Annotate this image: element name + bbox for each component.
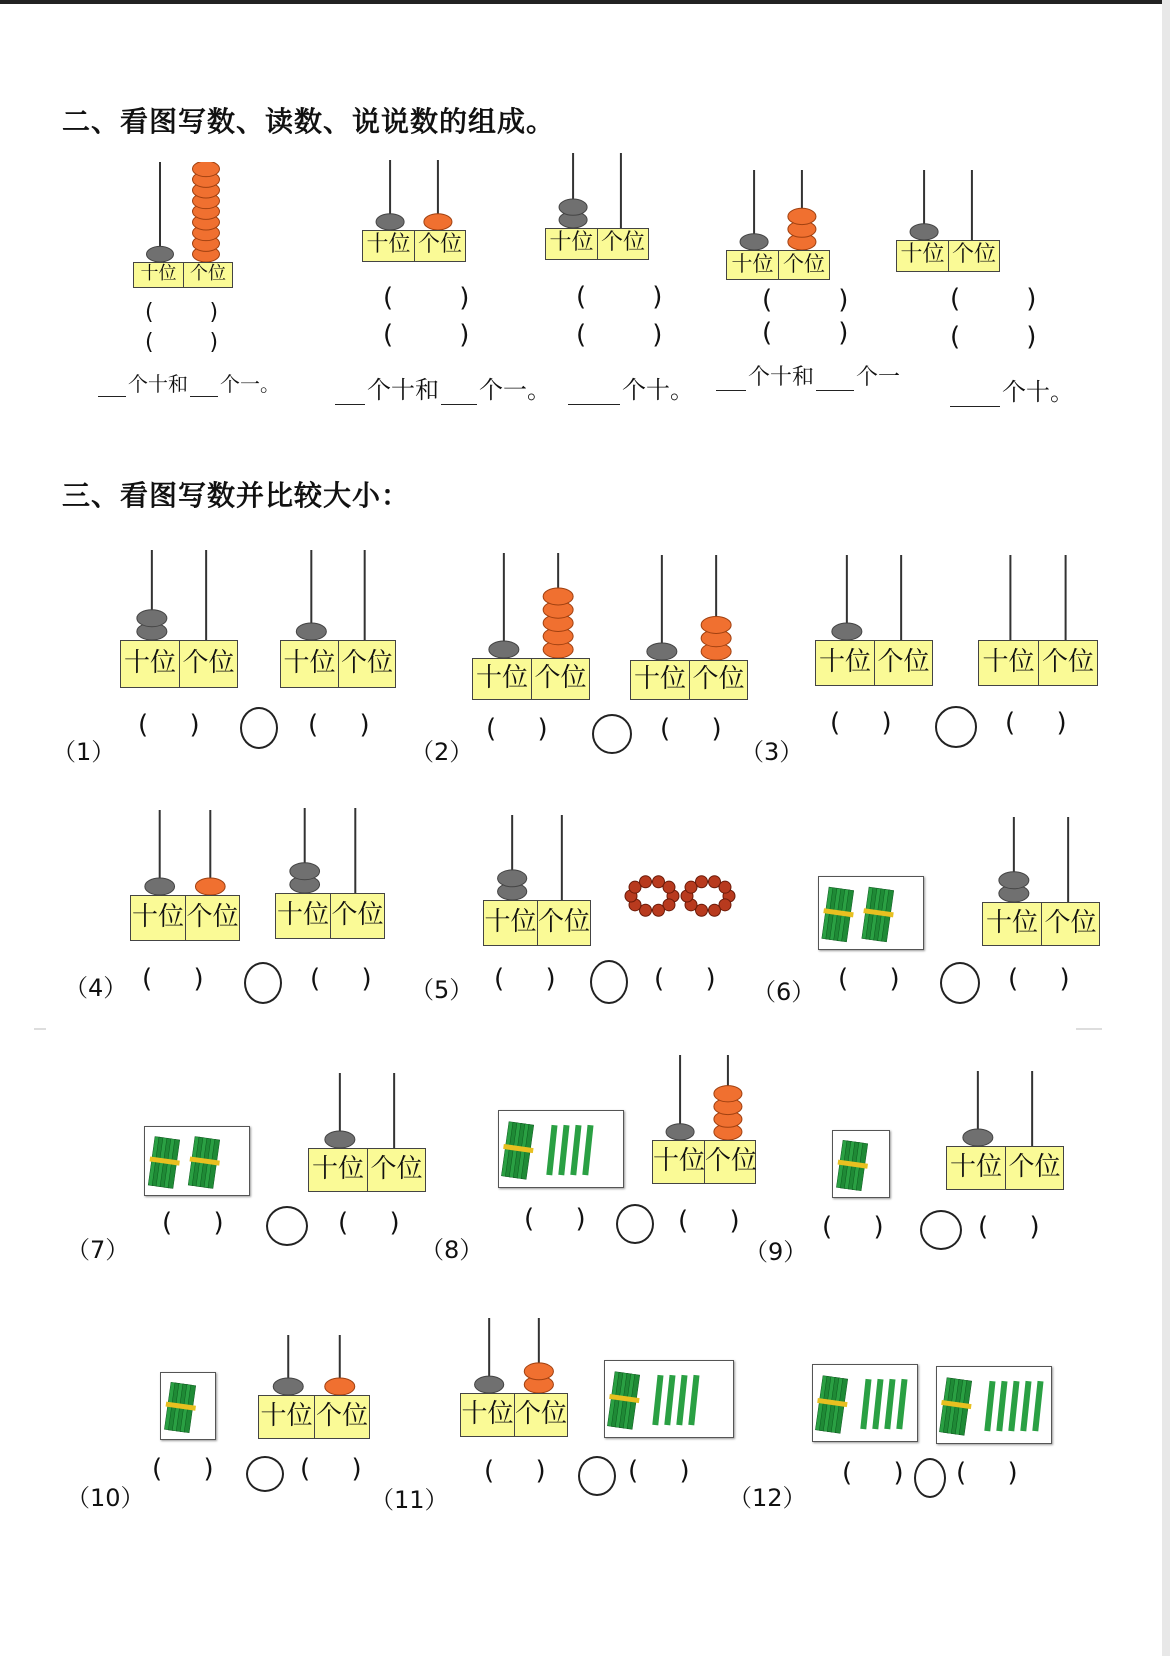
tens-bead [489,641,519,658]
answer-blank[interactable]: ( ) [576,282,663,312]
tens-bead [273,1378,303,1395]
place-value-label [120,640,238,688]
abacus [630,555,748,700]
answer-blank[interactable]: ( ) [678,1206,740,1236]
loose-stick [1032,1381,1043,1432]
question-number: （9） [744,1238,808,1266]
abacus-rods [280,550,396,640]
ring-bead [640,876,652,888]
question-number: （5） [410,976,474,1004]
stick-bundles-picture [160,1372,216,1440]
tens-bead [666,1124,694,1140]
place-value-label [982,902,1100,946]
place-value-label [896,240,1000,272]
place-value-label [472,658,590,700]
tens-label: 十位 [900,242,945,267]
loose-stick [860,1379,871,1430]
compare-circle[interactable] [578,1456,616,1496]
stick-bundle [813,1375,850,1433]
ones-label: 个位 [1041,903,1099,945]
tens-label: 十位 [818,647,871,677]
place-value-label [815,640,933,686]
tens-bead [498,870,527,887]
stick-bundles-picture [498,1110,624,1188]
answer-blank[interactable]: ( ) [300,1454,362,1484]
tens-bead [137,610,167,627]
compare-circle[interactable] [616,1204,654,1244]
ones-label: 个位 [414,231,465,261]
composition-fill[interactable]: 个十和 个一 [714,360,900,391]
compare-circle[interactable] [240,707,278,749]
abacus [308,1073,426,1192]
answer-blank[interactable]: ( ) [576,320,663,350]
ones-label: 个位 [1005,1147,1063,1189]
tens-label: 十位 [731,251,774,276]
ones-bead [543,588,573,605]
abacus [472,553,590,700]
answer-blank[interactable]: ( ) [978,1212,1040,1242]
tens-label: 十位 [949,1152,1002,1182]
tens-bead [475,1376,504,1393]
question-number: （12） [728,1484,807,1512]
answer-blank[interactable]: ( ) [486,714,548,744]
answer-blank[interactable]: ( ) [145,330,219,355]
stick-bundle [605,1371,642,1429]
compare-circle[interactable] [246,1456,284,1492]
compare-circle[interactable] [590,960,628,1004]
ones-label: 个位 [778,251,829,279]
ones-label: 个位 [338,641,395,687]
abacus [362,160,466,262]
answer-blank[interactable]: ( ) [838,964,900,994]
answer-blank[interactable]: ( ) [494,964,556,994]
answer-blank[interactable]: ( ) [308,710,370,740]
abacus-rods [726,170,830,250]
abacus-rods [896,170,1000,240]
tens-bead [910,224,938,240]
tens-bead [832,623,862,640]
loose-stick [984,1381,995,1432]
loose-stick [1020,1381,1031,1432]
abacus [978,555,1098,686]
tens-label: 十位 [633,664,686,694]
question-number: （4） [64,974,128,1002]
ones-label: 个位 [597,229,648,259]
tens-label: 十位 [985,908,1038,938]
answer-blank[interactable]: ( ) [142,964,204,994]
abacus [946,1071,1064,1190]
tens-label: 十位 [366,232,411,257]
ring-bead [652,904,664,916]
abacus-rods [652,1055,756,1140]
ones-label: 个位 [185,896,239,940]
answer-blank[interactable]: ( ) [310,964,372,994]
tens-label: 十位 [276,900,329,930]
answer-blank[interactable]: ( ) [660,714,722,744]
answer-blank[interactable]: ( ) [956,1458,1018,1488]
place-value-label [308,1148,426,1192]
stick-bundle [186,1136,223,1189]
divider [34,1028,46,1030]
tens-label: 十位 [140,263,177,284]
abacus [896,170,1000,272]
answer-blank[interactable]: ( ) [484,1456,546,1486]
answer-blank[interactable]: ( ) [152,1454,214,1484]
question-number: （3） [740,738,804,766]
section-2-title: 二、看图写数、读数、说说数的组成。 [62,105,556,138]
tens-label: 十位 [484,907,537,937]
stick-bundles-picture [818,876,924,950]
abacus-rods [362,160,466,230]
answer-blank[interactable]: ( ) [524,1204,586,1234]
loose-stick [996,1381,1007,1432]
loose-stick [884,1379,895,1430]
ones-bead [424,214,452,230]
loose-stick [546,1125,557,1176]
compare-circle[interactable] [244,962,282,1004]
ones-label: 个位 [531,659,589,699]
composition-fill[interactable]: 个十和 个一。 [333,370,551,405]
tens-bead [147,246,174,262]
stick-bundles-picture [936,1366,1052,1444]
ones-bead [524,1363,553,1380]
place-value-label [460,1393,568,1437]
abacus [120,550,238,688]
loose-stick [1008,1381,1019,1432]
tens-bead [740,234,768,250]
answer-blank[interactable]: ( ) [842,1458,904,1488]
answer-blank[interactable]: ( ) [1005,708,1067,738]
ones-label: 个位 [367,1149,425,1191]
tens-bead [559,199,587,215]
ones-label: 个位 [330,894,384,938]
tens-label: 十位 [653,1146,706,1176]
place-value-label [258,1395,370,1439]
loose-stick [676,1375,687,1426]
answer-blank[interactable]: ( ) [830,708,892,738]
tens-bead [296,623,326,640]
abacus-rods [982,817,1100,902]
tens-label: 十位 [461,1399,514,1429]
place-value-label [545,228,649,260]
ones-label: 个位 [537,901,590,945]
abacus [130,810,240,941]
section-3-title: 三、看图写数并比较大小： [62,479,411,512]
answer-blank[interactable]: ( ) [138,710,200,740]
ones-label: 个位 [704,1141,755,1183]
ones-bead [788,208,816,224]
tens-label: 十位 [260,1401,313,1431]
tens-bead [647,643,677,660]
ones-bead [193,162,220,177]
compare-circle[interactable] [592,714,632,754]
stick-bundle [820,887,857,943]
place-value-label [946,1146,1064,1190]
abacus-rods [130,810,240,895]
ones-bead [325,1378,355,1395]
ones-label: 个位 [689,661,747,699]
ones-bead [701,616,731,633]
answer-blank[interactable]: ( ) [383,320,470,350]
place-value-label [362,230,466,262]
stick-bundle [162,1382,198,1433]
abacus [483,815,591,946]
tens-label: 十位 [475,663,528,693]
tens-label: 十位 [549,230,594,255]
abacus-rods [483,815,591,900]
place-value-label [280,640,396,688]
stick-bundle [146,1136,183,1189]
tens-bead [325,1131,355,1148]
loose-stick [896,1379,907,1430]
ones-bead [195,878,225,895]
place-value-label [726,250,830,280]
question-number: （2） [410,738,474,766]
answer-blank[interactable]: ( ) [822,1212,884,1242]
loose-stick [688,1375,699,1426]
tens-label: 十位 [283,648,336,678]
ring-bead [663,881,675,893]
answer-blank[interactable]: ( ) [950,322,1037,352]
compare-circle[interactable] [935,706,977,748]
abacus-rods [815,555,933,640]
answer-blank[interactable]: ( ) [1008,964,1070,994]
tens-bead [376,214,404,230]
tens-label: 十位 [311,1154,364,1184]
answer-blank[interactable]: ( ) [762,318,849,348]
abacus-rods [946,1071,1064,1146]
place-value-label [130,895,240,941]
tens-bead [999,872,1029,889]
divider [1076,1028,1102,1030]
answer-blank[interactable]: ( ) [628,1456,690,1486]
abacus [133,162,233,288]
question-number: （1） [52,738,116,766]
loose-stick [872,1379,883,1430]
ones-bead [714,1086,742,1102]
stick-bundles-picture [604,1360,734,1438]
answer-blank[interactable]: ( ) [162,1208,224,1238]
ring-bead [696,876,708,888]
abacus [280,550,396,688]
place-value-label [978,640,1098,686]
ones-label: 个位 [1038,641,1097,685]
compare-circle[interactable] [914,1458,946,1498]
stick-bundle [937,1377,974,1435]
stick-bundles-picture [832,1130,890,1198]
ones-label: 个位 [179,641,237,687]
answer-blank[interactable]: ( ) [338,1208,400,1238]
abacus [815,555,933,686]
ones-label: 个位 [183,263,232,287]
tens-bead [290,863,320,880]
stick-bundles-picture [144,1126,250,1196]
ones-label: 个位 [514,1394,567,1436]
question-number: （10） [66,1484,145,1512]
answer-blank[interactable]: ( ) [383,283,470,313]
loose-stick [582,1125,593,1176]
compare-circle[interactable] [266,1206,308,1246]
place-value-label [483,900,591,946]
abacus [275,808,385,939]
answer-blank[interactable]: ( ) [145,300,219,325]
loose-stick [664,1375,675,1426]
loose-stick [570,1125,581,1176]
loose-stick [558,1125,569,1176]
stick-bundle [834,1140,870,1191]
loose-stick [652,1375,663,1426]
abacus-rods [460,1318,568,1393]
abacus [460,1318,568,1437]
question-number: （6） [752,978,816,1006]
ones-label: 个位 [314,1396,369,1438]
tens-label: 十位 [123,648,176,678]
abacus-rods [472,553,590,658]
abacus [726,170,830,280]
compare-circle[interactable] [940,962,980,1004]
abacus [545,153,649,260]
abacus-rods [275,808,385,893]
abacus-rods [545,153,649,228]
abacus-rods [258,1335,370,1395]
place-value-label [275,893,385,939]
stick-bundle [860,887,897,943]
question-number: （8） [420,1236,484,1264]
place-value-label [133,262,233,288]
tens-label: 十位 [131,902,184,932]
abacus [652,1055,756,1184]
abacus-rods [630,555,748,660]
question-number: （7） [66,1236,130,1264]
top-border [0,0,1170,4]
ones-label: 个位 [874,641,932,685]
place-value-label [652,1140,756,1184]
abacus-rods [978,555,1098,640]
tens-label: 十位 [982,647,1035,677]
tens-bead [145,878,175,895]
ring-bead [719,881,731,893]
ring-bead [708,904,720,916]
abacus-rods [133,162,233,262]
answer-blank[interactable]: ( ) [762,285,849,315]
abacus-rods [120,550,238,640]
ones-label: 个位 [948,241,999,271]
right-margin [1162,0,1170,1656]
abacus [982,817,1100,946]
compare-circle[interactable] [920,1210,962,1250]
composition-fill[interactable]: 个十和 个一。 [96,368,280,397]
question-number: （11） [370,1486,449,1514]
place-value-label [630,660,748,700]
abacus [258,1335,370,1439]
stick-bundles-picture [812,1364,918,1442]
tens-bead [963,1129,993,1146]
answer-blank[interactable]: ( ) [654,964,716,994]
stick-bundle [499,1121,536,1179]
composition-fill[interactable]: 个十。 [566,370,694,405]
bead-rings-picture [622,870,740,922]
answer-blank[interactable]: ( ) [950,284,1037,314]
abacus-rods [308,1073,426,1148]
composition-fill[interactable]: 个十。 [948,372,1074,407]
